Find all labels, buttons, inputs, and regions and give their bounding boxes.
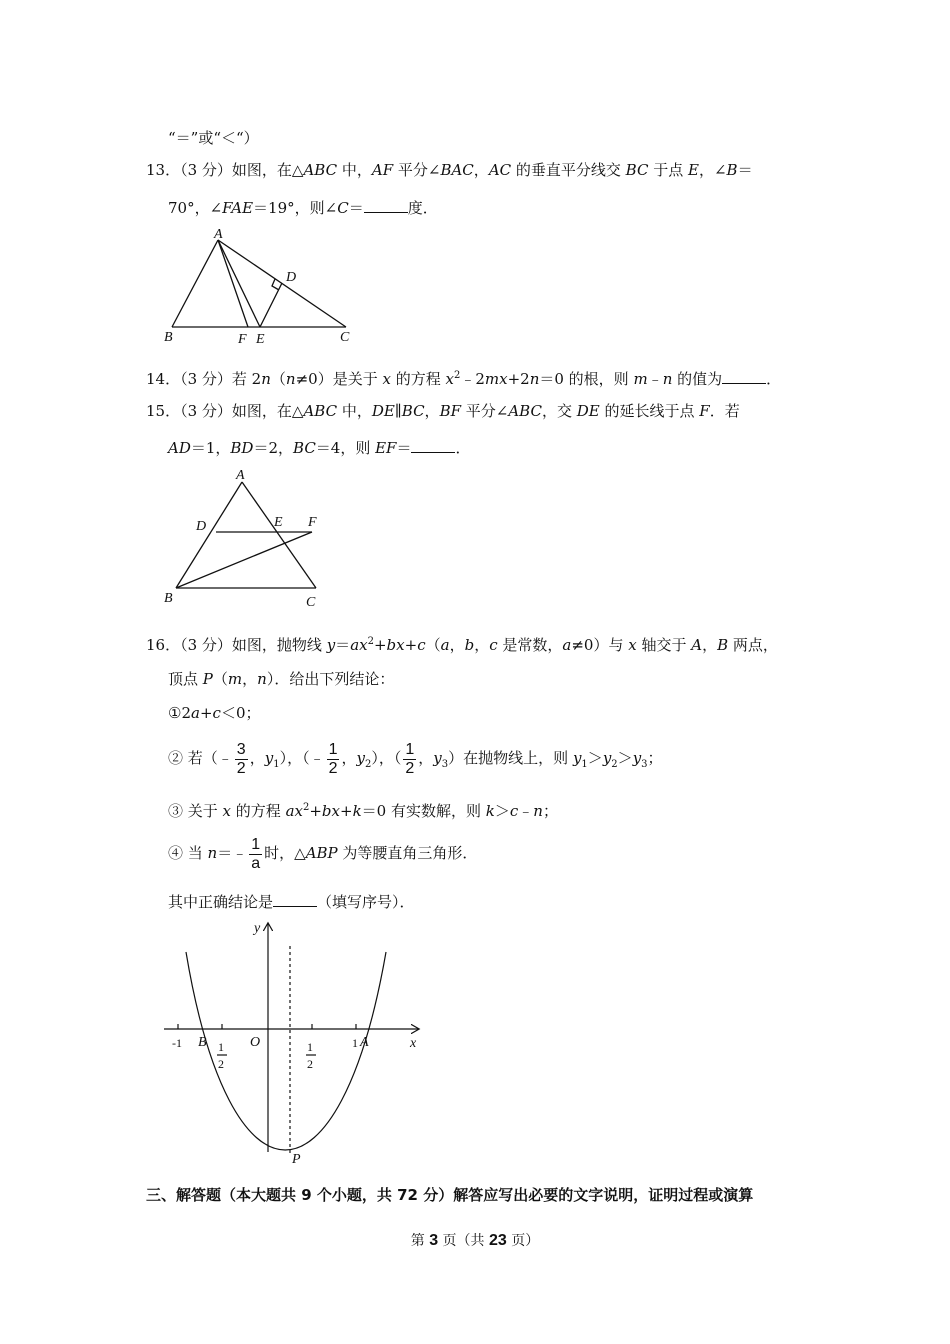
q15-var: ABC [303,402,338,420]
q16-var: n [257,670,267,688]
q16-label-half-left-num: 1 [218,1040,224,1054]
q15-label-b: B [164,591,173,606]
q13-var: FAE [222,199,254,217]
q16-c3-var: bx [321,802,340,820]
q15-text: ＝1， [190,439,231,457]
q16-c3-var: k [485,802,495,820]
q16-c2-sub: 2 [364,759,372,770]
q13-text: ＝ [737,161,753,179]
q13-var: B [726,161,738,179]
q14-number: 14． [146,370,181,388]
q14-var: n [662,370,673,388]
q13-var: AC [488,161,512,179]
q16-c2-sub: 3 [641,759,648,770]
q16-c2-frac2-den: 2 [328,759,338,777]
q16-c3-var: c [509,802,519,820]
q16-var: m [227,670,243,688]
q13-text: 70°，∠ [168,199,223,217]
q16-c2-text: ， [341,749,357,767]
q13-label-f: F [238,332,247,347]
q15-var: F [699,402,710,420]
q14-text: 的值为 [672,370,723,388]
q16-final-text: 其中正确结论是 [168,893,274,911]
q14-text: ． [766,370,782,388]
q16-c3-text: ③ 关于 [168,802,223,820]
q13-text: 如图，在△ [231,161,304,179]
q14-text: ≠0）是关于 [295,370,383,388]
q13-line2 [168,198,438,218]
q16-c1-text: ＜0； [220,704,261,722]
q16-score: （3 分） [180,636,232,654]
prev-question-tail: “＝”或“＜“） [168,129,259,147]
q16-text: ）．给出下列结论： [266,670,395,688]
q15-var: ABC [508,402,542,420]
q16-c3-text: ； [542,802,558,820]
q13-label-c: C [340,330,350,345]
q14-text: +2 [507,370,530,388]
q15-text: ．若 [709,402,740,420]
q14-text: ﹣2 [460,370,485,388]
q16-text: ， [449,636,465,654]
q16-var: ax [350,636,368,654]
q14-text: ＝0 的根，则 [539,370,634,388]
q16-c3-superscript: 2 [302,802,310,813]
q16-final-text: （填写序号）． [317,893,415,911]
q15-line2 [168,438,471,458]
q13-text: 度． [407,199,438,217]
q15-var: DE∥BC [371,402,425,420]
q16-label-half-right-num: 1 [307,1040,313,1054]
q15-segment-bf [176,532,312,588]
q16-c2-frac1-num: 3 [236,740,246,758]
q16-text: ， [474,636,490,654]
q16-conclusion-1 [168,703,260,723]
q15-text: ． [455,439,471,457]
footer-text: 页） [506,1233,540,1249]
q13-triangle-figure [160,226,360,348]
q16-text: 是常数， [497,636,563,654]
q14-var: m [633,370,648,388]
q16-superscript: 2 [367,636,374,647]
q13-label-a: A [214,227,223,242]
q16-var: bx [386,636,405,654]
q16-c1-text: ①2 [168,704,191,722]
q16-c4-text: 为等腰直角三角形． [337,844,478,862]
q13-score: （3 分） [180,161,232,179]
q15-var: AD [168,439,191,457]
q16-c1-var: c [212,704,221,722]
q16-label-1: 1 [352,1036,358,1050]
q13-var: AF [371,161,394,179]
q16-text: （ [212,670,228,688]
q16-c3-text: ＞ [494,802,510,820]
q16-answer-blank [273,892,317,907]
q16-text: 顶点 [168,670,203,688]
q15-triangle-figure [160,466,335,611]
q15-side-ab [176,482,242,588]
q14-text: 若 2 [231,370,262,388]
q16-c2-sub: 1 [581,759,588,770]
q16-label-minus1: -1 [172,1036,182,1050]
q16-text: ≠0）与 [571,636,629,654]
q16-c4-fraction [249,836,262,873]
q13-var: C [337,199,349,217]
q16-c2-sub: 1 [273,759,280,770]
q16-number: 16． [146,636,181,654]
q16-c2-frac1-den: 2 [236,759,246,777]
q13-text: 于点 [648,161,688,179]
q14-var: x [382,370,391,388]
q14-score: （3 分） [180,370,232,388]
q13-text: ＝19°，则∠ [253,199,338,217]
q16-c3-var: x [222,802,232,820]
q16-var: a [440,636,450,654]
q15-text: ， [424,402,440,420]
q16-c3-text: ﹣ [518,802,534,820]
q16-c2-frac2-num: 1 [328,740,338,758]
q16-c2-var: y [356,749,365,767]
q14-answer-blank [722,369,766,384]
q16-text: 轴交于 [636,636,692,654]
q13-text: 中， [337,161,372,179]
q16-label-b: B [198,1035,207,1050]
q15-var: BD [230,439,254,457]
q16-c4-text: ＝﹣ [217,844,248,862]
q16-conclusion-4 [168,832,477,874]
footer-text: 第 [410,1233,430,1249]
q15-text: 中， [337,402,372,420]
q14-superscript: 2 [453,370,461,381]
q15-label-a: A [236,468,245,483]
q16-c4-var: ABP [305,844,338,862]
q16-c2-var: y [433,749,442,767]
q16-c4-frac-den: a [251,854,261,872]
q13-label-b: B [164,330,173,345]
q16-text: ， [702,636,718,654]
q16-c1-var: a [191,704,200,722]
q15-text: ＝4，则 [315,439,376,457]
q15-label-e: E [274,515,283,530]
q13-label-e: E [256,332,265,347]
q13-text: 的垂直平分线交 [511,161,626,179]
q15-label-c: C [306,595,316,610]
q16-c2-var: y [572,749,582,767]
q16-c2-var: y [632,749,642,767]
q16-c2-text: ； [647,749,663,767]
q15-text: 平分∠ [461,402,509,420]
q16-text: ， [242,670,258,688]
q15-var: BF [439,402,461,420]
q15-score: （3 分） [180,402,232,420]
q16-c4-var: n [207,844,218,862]
q16-c2-sub: 2 [611,759,618,770]
q13-text: ，∠ [698,161,727,179]
q16-c2-text: ），（ [371,749,402,767]
q15-text: ＝2， [253,439,294,457]
q16-c3-text: + [339,802,353,820]
q16-c2-text: ），（﹣ [279,749,325,767]
q13-answer-blank [364,198,408,213]
q16-c2-sub: 3 [441,759,449,770]
q14-var: x [445,370,454,388]
q16-c3-var: n [533,802,543,820]
q16-var: b [464,636,475,654]
q16-c4-text: ④ 当 [168,844,208,862]
q16-line1 [146,632,778,655]
q16-c2-text: ）在抛物线上，则 [448,749,573,767]
q16-label-p: P [292,1152,301,1167]
q16-c2-frac3-num: 1 [405,740,415,758]
q16-c4-frac-num: 1 [251,835,261,853]
q16-c2-text: ＞ [617,749,633,767]
q16-var: B [717,636,729,654]
q16-var: P [202,670,213,688]
q16-c2-fraction-3 [403,741,416,778]
q16-parabola-curve [186,952,386,1150]
q16-c2-text: ② 若（﹣ [168,749,233,767]
q16-c3-text: 的方程 [231,802,286,820]
q14-var: n [285,370,296,388]
q14-var: n [261,370,271,388]
q13-line1 [146,160,753,180]
q16-label-o: O [250,1035,261,1050]
q16-var: y [326,636,336,654]
q16-var: A [691,636,703,654]
q15-text: ＝ [396,439,412,457]
q16-text: + [404,636,418,654]
q13-var: E [688,161,699,179]
q13-segment-af [218,240,248,327]
q16-var: a [562,636,572,654]
q16-c2-var: y [264,749,274,767]
q15-var: DE [576,402,600,420]
q16-c2-text: ， [418,749,434,767]
q15-text: 如图，在△ [231,402,304,420]
q16-var: c [417,636,426,654]
q16-c2-fraction-1 [235,741,248,778]
q16-text: ＝ [335,636,351,654]
q16-label-half-right-den: 2 [307,1057,313,1071]
q16-var: x [628,636,637,654]
q13-var: ABC [303,161,338,179]
q16-c2-text: ＞ [587,749,603,767]
q15-var: BC [293,439,316,457]
q15-text: ，交 [541,402,577,420]
q14-line1 [146,366,781,389]
q14-var: mx [484,370,508,388]
q16-parabola-graph [160,916,428,1168]
page-footer [0,1230,950,1250]
q15-text: 的延长线于点 [599,402,700,420]
q15-label-f: F [308,515,317,530]
q13-text: ， [473,161,489,179]
q16-c3-text: + [309,802,322,820]
q16-text: + [373,636,387,654]
q13-side-ab [172,240,218,327]
section-three-heading: 三、解答题（本大题共 9 个小题，共 72 分）解答应写出必要的文字说明，证明过程或演算 [146,1186,754,1204]
q15-label-d: D [196,519,207,534]
q14-var: n [529,370,540,388]
q15-answer-blank [411,438,455,453]
q16-label-x: x [410,1036,417,1051]
q16-label-half-left-den: 2 [218,1057,224,1071]
q16-text: （ [425,636,441,654]
q15-line1 [146,401,740,421]
q13-text: 平分∠ [393,161,441,179]
q16-c2-frac3-den: 2 [405,759,415,777]
q16-conclusion-2 [168,737,663,779]
q16-text: 如图，抛物线 [231,636,327,654]
q16-conclusion-3 [168,798,558,821]
footer-page-number: 3 [429,1232,439,1249]
q15-number: 15． [146,402,181,420]
q16-c2-text: ， [249,749,265,767]
q16-c3-var: ax [285,802,303,820]
q16-c4-text: 时，△ [264,844,306,862]
q14-text: （ [270,370,286,388]
q16-c1-text: + [199,704,213,722]
q13-segment-ae [218,240,260,327]
footer-total-pages: 23 [489,1232,507,1249]
q16-label-a: A [360,1035,369,1050]
q14-text: ﹣ [647,370,663,388]
q13-var: BC [625,161,649,179]
q16-label-y: y [254,921,261,936]
q16-c3-var: k [352,802,362,820]
q15-var: EF [375,439,397,457]
q16-c3-text: ＝0 有实数解，则 [361,802,486,820]
q16-final-prompt [168,892,415,912]
q13-label-d: D [286,270,297,285]
q13-var: BAC [440,161,474,179]
q16-var: c [489,636,498,654]
q16-text: 两点， [728,636,778,654]
footer-text: 页（共 [438,1233,489,1249]
q13-number: 13． [146,161,181,179]
q16-c2-fraction-2 [327,741,340,778]
q16-line2 [168,669,394,689]
q14-text: 的方程 [390,370,446,388]
q16-c2-var: y [602,749,612,767]
q13-text: ＝ [348,199,364,217]
